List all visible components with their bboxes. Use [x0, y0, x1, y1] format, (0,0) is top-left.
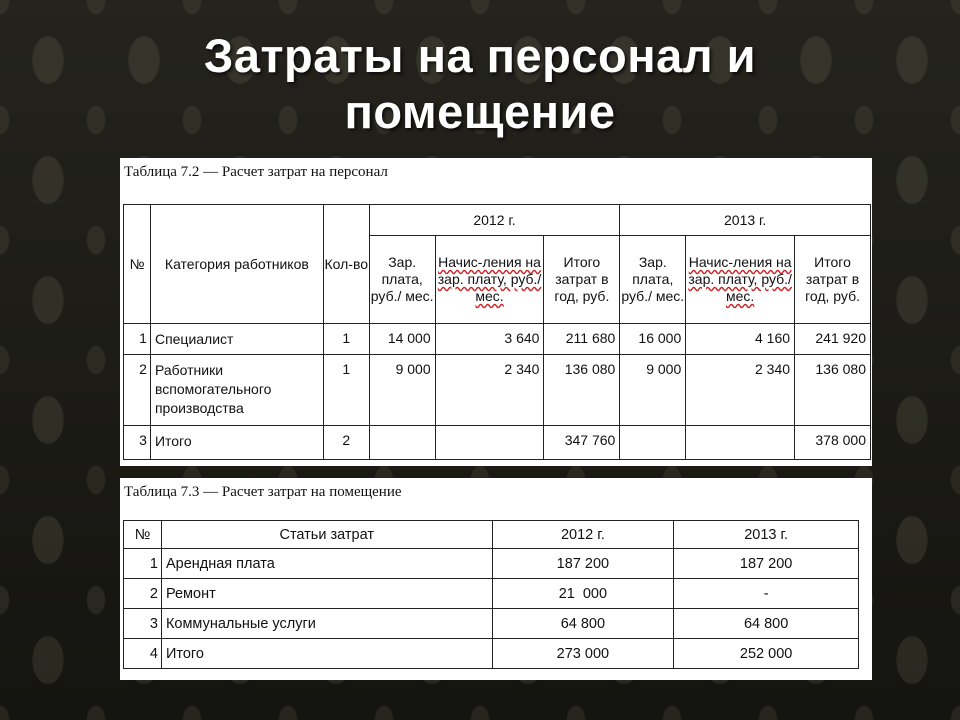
th-salary-2012: Зар. плата, руб./ мес.: [369, 236, 435, 324]
row-2012: 273 000: [492, 639, 674, 669]
table-row: [124, 639, 859, 669]
th-category: Категория работников: [150, 205, 323, 324]
row-total-2012: 136 080: [544, 355, 620, 426]
th-accrual-2013-text: Начис-ления на зар. плату, руб./мес.: [688, 254, 792, 304]
th-year-2013: 2013 г.: [620, 205, 871, 236]
row-no: 4: [124, 639, 162, 669]
row-salary-2012: 14 000: [369, 324, 435, 355]
table2-caption: Таблица 7.3 — Расчет затрат на помещение: [124, 484, 402, 500]
row-2012: 21 000: [492, 579, 674, 609]
table-row: [124, 426, 871, 460]
row-count: 1: [323, 324, 369, 355]
th-total-2013: Итого затрат в год, руб.: [795, 236, 871, 324]
slide-title-line2: помещение: [344, 85, 616, 138]
th-count: Кол-во: [323, 205, 369, 324]
row-total-2013: 241 920: [795, 324, 871, 355]
row-accrual-2013: 2 340: [686, 355, 795, 426]
table-row: [124, 355, 871, 426]
row-item: Итого: [161, 639, 492, 669]
row-total-2013: 136 080: [795, 355, 871, 426]
row-accrual-2012: 2 340: [435, 355, 544, 426]
row-no: 3: [124, 609, 162, 639]
th-accrual-2012-text: Начис-ления на зар. плату, руб./мес.: [437, 254, 542, 304]
row-2013: -: [674, 579, 859, 609]
th-year-2012: 2012 г.: [492, 521, 674, 549]
row-salary-2013: [620, 426, 686, 460]
th-accrual-2013: [686, 236, 795, 324]
row-item: Коммунальные услуги: [161, 609, 492, 639]
table1-caption: Таблица 7.2 — Расчет затрат на персонал: [124, 164, 388, 180]
table-row: [124, 549, 859, 579]
table-row: [124, 609, 859, 639]
table-row: [124, 324, 871, 355]
row-no: 1: [124, 324, 151, 355]
row-item: Арендная плата: [161, 549, 492, 579]
table-row: [124, 579, 859, 609]
row-salary-2012: [369, 426, 435, 460]
row-accrual-2012: [435, 426, 544, 460]
row-no: 2: [124, 355, 151, 426]
row-total-2012: 211 680: [544, 324, 620, 355]
th-year-2013: 2013 г.: [674, 521, 859, 549]
row-2013: 187 200: [674, 549, 859, 579]
row-total-2012: 347 760: [544, 426, 620, 460]
slide-title-line1: Затраты на персонал и: [203, 29, 757, 82]
row-salary-2013: 16 000: [620, 324, 686, 355]
th-total-2012: Итого затрат в год, руб.: [544, 236, 620, 324]
row-count: 1: [323, 355, 369, 426]
row-no: 1: [124, 549, 162, 579]
premises-cost-table: [123, 520, 859, 669]
row-no: 2: [124, 579, 162, 609]
row-category: Специалист: [150, 324, 323, 355]
row-accrual-2012: 3 640: [435, 324, 544, 355]
row-salary-2013: 9 000: [620, 355, 686, 426]
row-2013: 64 800: [674, 609, 859, 639]
row-category: Работники вспомогательного производства: [150, 355, 323, 426]
th-accrual-2012: [435, 236, 544, 324]
row-no: 3: [124, 426, 151, 460]
row-2012: 187 200: [492, 549, 674, 579]
row-accrual-2013: 4 160: [686, 324, 795, 355]
slide-title: [0, 28, 960, 140]
row-count: 2: [323, 426, 369, 460]
th-no: №: [124, 521, 162, 549]
th-salary-2013: Зар. плата, руб./ мес.: [620, 236, 686, 324]
th-item: Статьи затрат: [161, 521, 492, 549]
row-2013: 252 000: [674, 639, 859, 669]
row-2012: 64 800: [492, 609, 674, 639]
row-category: Итого: [150, 426, 323, 460]
premises-cost-panel: [120, 478, 872, 680]
row-item: Ремонт: [161, 579, 492, 609]
row-total-2013: 378 000: [795, 426, 871, 460]
personnel-cost-panel: [120, 158, 872, 466]
personnel-cost-table: [123, 204, 871, 460]
row-accrual-2013: [686, 426, 795, 460]
row-salary-2012: 9 000: [369, 355, 435, 426]
th-no: №: [124, 205, 151, 324]
th-year-2012: 2012 г.: [369, 205, 620, 236]
